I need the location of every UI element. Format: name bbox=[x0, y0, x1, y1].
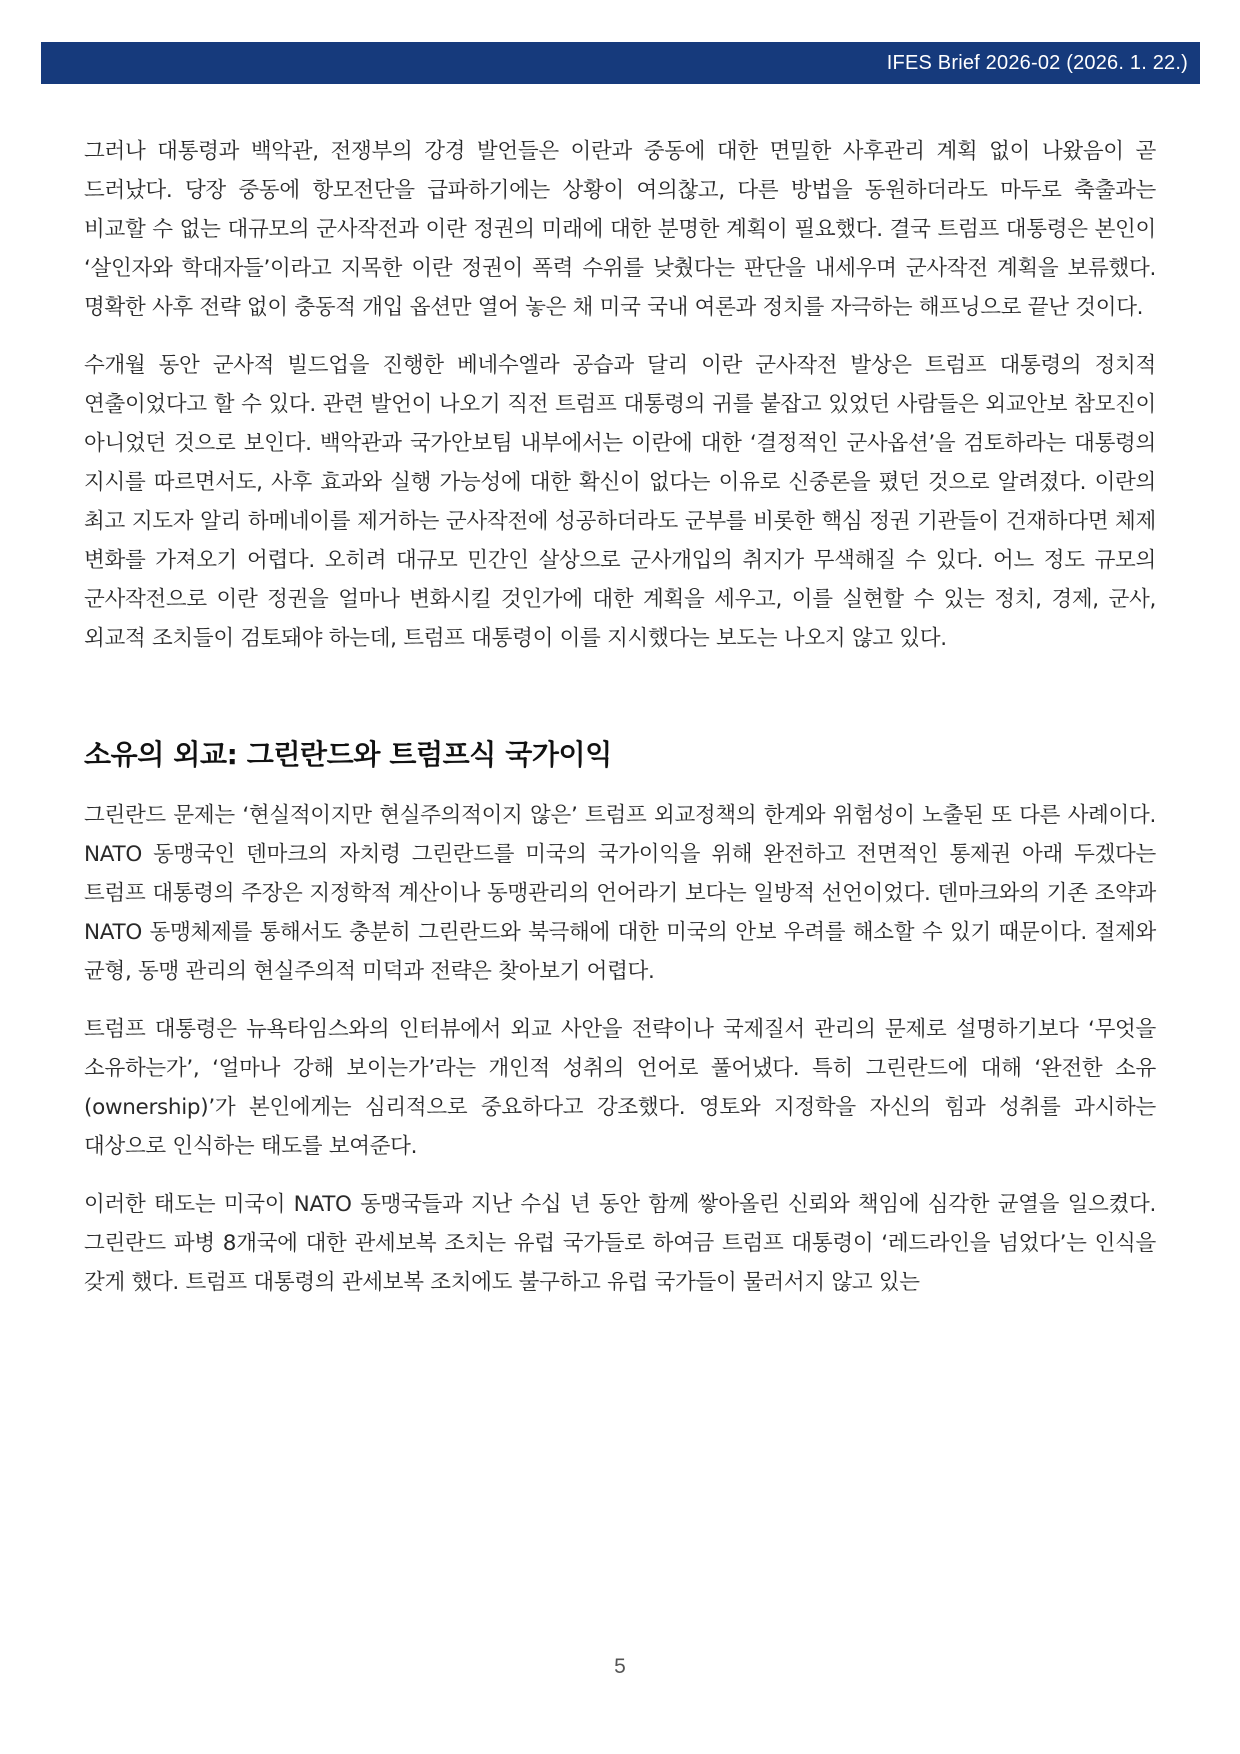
section-paragraph-1: 그린란드 문제는 ‘현실적이지만 현실주의적이지 않은’ 트럼프 외교정책의 한계와 위험성이 노출된 또 다른 사례이다. NATO 동맹국인 덴마크의 자치령 그린란드를 미국의 국가이익을 위해 완전하고 전면적인 통제권 아래 두겠다는 트럼프 대통령의 주장은 지정학적 계산이나 동맹관리의 언어라기 보다는 일방적 선언이었다. 덴마크와의 기존 조약과 NATO 동맹체제를 통해서도 충분히 그린란드와 북극해에 대한 미국의 안보 우려를 해소할 수 있기 때문이다. 절제와 균형, 동맹 관리의 현실주의적 미덕과 전략은 찾아보기 어렵다. bbox=[84, 803, 1156, 984]
section-paragraph-3: 이러한 태도는 미국이 NATO 동맹국들과 지난 수십 년 동안 함께 쌓아올린 신뢰와 책임에 심각한 균열을 일으켰다. 그린란드 파병 8개국에 대한 관세보복 조치는 유럽 국가들로 하여금 트럼프 대통령이 ‘레드라인을 넘었다’는 인식을 갖게 했다. 트럼프 대통령의 관세보복 조치에도 불구하고 유럽 국가들이 물러서지 않고 있는 bbox=[84, 1192, 1156, 1295]
brief-title: IFES Brief 2026-02 (2026. 1. 22.) bbox=[886, 52, 1188, 74]
header-bar bbox=[41, 42, 1200, 84]
page-number: 5 bbox=[614, 1655, 626, 1678]
paragraph-1: 그러나 대통령과 백악관, 전쟁부의 강경 발언들은 이란과 중동에 대한 면밀한 사후관리 계획 없이 나왔음이 곧 드러났다. 당장 중동에 항모전단을 급파하기에는 상황이 여의찮고, 다른 방법을 동원하더라도 마두로 축출과는 비교할 수 없는 대규모의 군사작전과 이란 정권의 미래에 대한 분명한 계획이 필요했다. 결국 트럼프 대통령은 본인이 ‘살인자와 학대자들’이라고 지목한 이란 정권이 폭력 수위를 낮췄다는 판단을 내세우며 군사작전 계획을 보류했다. 명확한 사후 전략 없이 충동적 개입 옵션만 열어 놓은 채 미국 국내 여론과 정치를 자극하는 해프닝으로 끝난 것이다. bbox=[84, 139, 1156, 320]
paragraph-2: 수개월 동안 군사적 빌드업을 진행한 베네수엘라 공습과 달리 이란 군사작전 발상은 트럼프 대통령의 정치적 연출이었다고 할 수 있다. 관련 발언이 나오기 직전 트럼프 대통령의 귀를 붙잡고 있었던 사람들은 외교안보 참모진이 아니었던 것으로 보인다. 백악관과 국가안보팀 내부에서는 이란에 대한 ‘결정적인 군사옵션’을 검토하라는 대통령의 지시를 따르면서도, 사후 효과와 실행 가능성에 대한 확신이 없다는 이유로 신중론을 폈던 것으로 알려졌다. 이란의 최고 지도자 알리 하메네이를 제거하는 군사작전에 성공하더라도 군부를 비롯한 핵심 정권 기관들이 건재하다면 체제 변화를 가져오기 어렵다. 오히려 대규모 민간인 살상으로 군사개입의 취지가 무색해질 수 있다. 어느 정도 규모의 군사작전으로 이란 정권을 얼마나 변화시킬 것인가에 대한 계획을 세우고, 이를 실현할 수 있는 정치, 경제, 군사, 외교적 조치들이 검토돼야 하는데, 트럼프 대통령이 이를 지시했다는 보도는 나오지 않고 있다. bbox=[84, 353, 1156, 651]
section-heading: 소유의 외교: 그린란드와 트럼프식 국가이익 bbox=[84, 738, 612, 771]
section-paragraph-2: 트럼프 대통령은 뉴욕타임스와의 인터뷰에서 외교 사안을 전략이나 국제질서 관리의 문제로 설명하기보다 ‘무엇을 소유하는가’, ‘얼마나 강해 보이는가’라는 개인적 성취의 언어로 풀어냈다. 특히 그린란드에 대해 ‘완전한 소유(ownership)’가 본인에게는 심리적으로 중요하다고 강조했다. 영토와 지정학을 자신의 힘과 성취를 과시하는 대상으로 인식하는 태도를 보여준다. bbox=[84, 1017, 1156, 1159]
document-body bbox=[84, 132, 1156, 1321]
